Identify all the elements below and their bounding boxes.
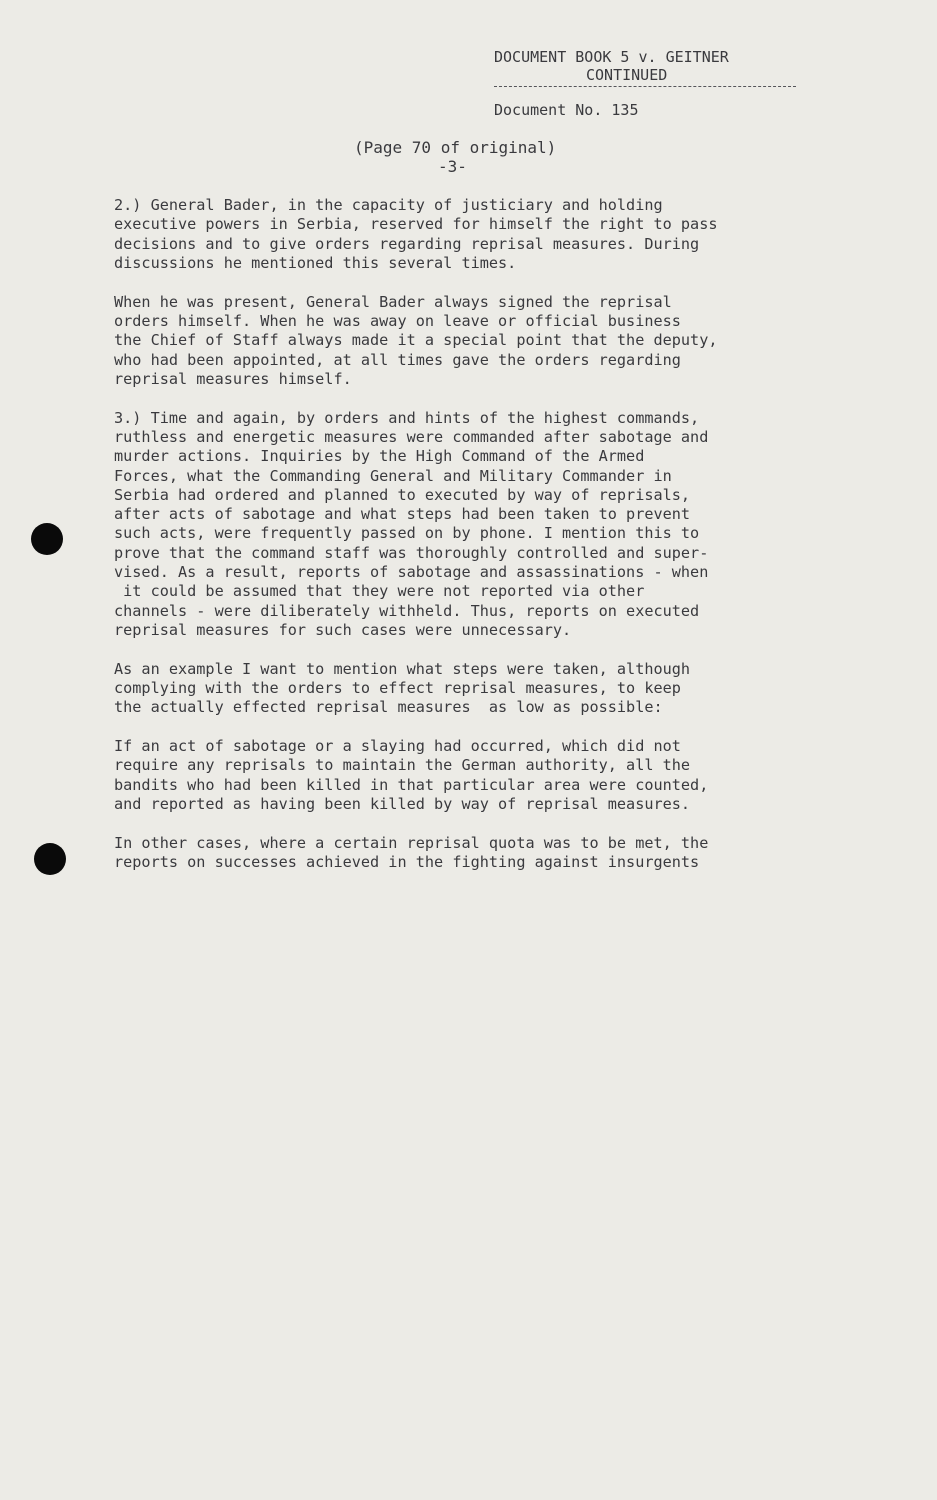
text-line: it could be assumed that they were not reported via other <box>114 582 645 601</box>
continued-label: CONTINUED <box>586 66 668 84</box>
original-page-label: (Page 70 of original) <box>354 138 557 157</box>
text-line: Forces, what the Commanding General and Military Commander in <box>114 466 672 485</box>
punch-hole <box>34 843 66 875</box>
text-line: the actually effected reprisal measures as low as possible: <box>114 698 663 717</box>
text-line: the Chief of Staff always made it a special point that the deputy, <box>114 331 718 350</box>
text-line: reprisal measures for such cases were unnecessary. <box>114 620 572 639</box>
punch-hole <box>31 523 63 555</box>
text-line: 3.) Time and again, by orders and hints of the highest commands, <box>114 408 700 427</box>
header-underline <box>494 86 796 87</box>
paragraph <box>114 293 884 389</box>
text-line: complying with the orders to effect reprisal measures, to keep <box>114 679 681 698</box>
text-line: 2.) General Bader, in the capacity of justiciary and holding <box>114 196 663 214</box>
text-line: If an act of sabotage or a slaying had occurred, which did not <box>114 737 681 756</box>
paragraph <box>114 196 884 273</box>
text-line: When he was present, General Bader always signed the reprisal <box>114 292 672 311</box>
text-line: orders himself. When he was away on leave or official business <box>114 311 681 330</box>
page-number: -3- <box>438 157 467 176</box>
text-line: vised. As a result, reports of sabotage and assassinations - when <box>114 563 709 582</box>
document-body <box>114 196 884 892</box>
text-line: decisions and to give orders regarding reprisal measures. During <box>114 234 700 253</box>
text-line: bandits who had been killed in that particular area were counted, <box>114 775 709 794</box>
text-line: such acts, were frequently passed on by phone. I mention this to <box>114 524 700 543</box>
paragraph <box>114 660 884 718</box>
text-line: channels - were diliberately withheld. Thus, reports on executed <box>114 601 700 620</box>
text-line: murder actions. Inquiries by the High Command of the Armed <box>114 447 645 466</box>
text-line: executive powers in Serbia, reserved for himself the right to pass <box>114 215 718 234</box>
text-line: reports on successes achieved in the fighting against insurgents <box>114 853 700 872</box>
text-line: ruthless and energetic measures were commanded after sabotage and <box>114 427 709 446</box>
paragraph <box>114 737 884 814</box>
text-line: reprisal measures himself. <box>114 369 352 388</box>
text-line: In other cases, where a certain reprisal quota was to be met, the <box>114 833 709 852</box>
document-number: Document No. 135 <box>494 101 639 119</box>
text-line: after acts of sabotage and what steps had been taken to prevent <box>114 505 691 524</box>
paragraph <box>114 409 884 641</box>
text-line: As an example I want to mention what steps were taken, although <box>114 659 691 678</box>
paragraph <box>114 834 884 873</box>
text-line: who had been appointed, at all times gave the orders regarding <box>114 350 681 369</box>
page-reference <box>354 138 614 176</box>
document-book-title: DOCUMENT BOOK 5 v. GEITNER <box>494 48 729 66</box>
text-line: discussions he mentioned this several times. <box>114 253 517 272</box>
text-line: and reported as having been killed by way of reprisal measures. <box>114 795 691 814</box>
text-line: Serbia had ordered and planned to executed by way of reprisals, <box>114 485 691 504</box>
text-line: prove that the command staff was thoroughly controlled and super- <box>114 543 709 562</box>
document-header <box>494 48 814 119</box>
text-line: require any reprisals to maintain the German authority, all the <box>114 756 691 775</box>
